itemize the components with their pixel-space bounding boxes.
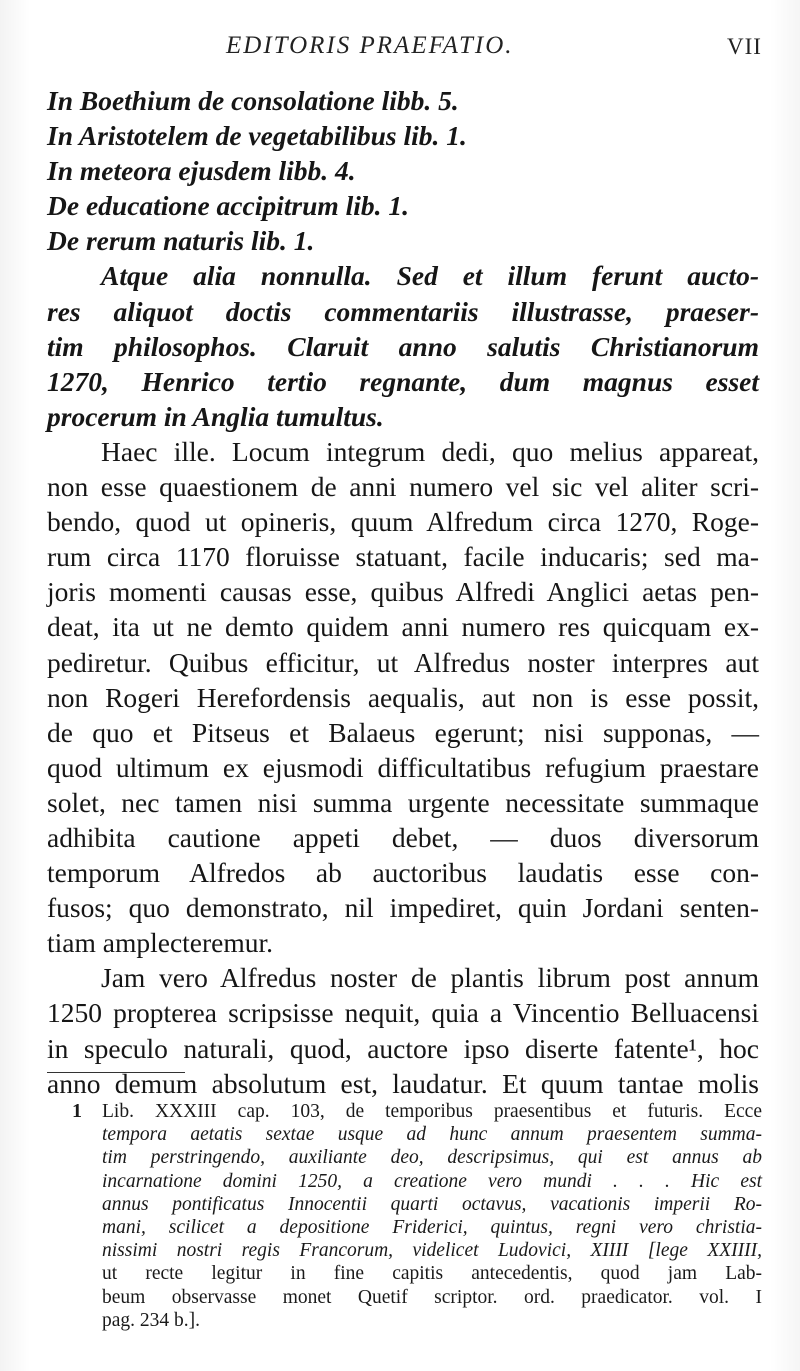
text-line: 1250 propterea scripsisse nequit, quia a Vincentio Belluacensi <box>47 997 759 1029</box>
text-line: tiam amplecteremur. <box>47 927 274 959</box>
footnote-line: tempora aetatis sextae usque ad hunc annum praesentem summa- <box>102 1124 762 1146</box>
text-line: deat, ita ut ne demto quidem anni numero res quicquam ex- <box>47 611 759 643</box>
text-line: anno demum absolutum est, laudatur. Et quum tantae molis <box>47 1067 759 1099</box>
text-line: Atque alia nonnulla. Sed et illum ferunt aucto- <box>101 260 759 292</box>
text-line: Haec ille. Locum integrum dedi, quo melius appareat, <box>101 435 759 467</box>
footnote-line: tim perstringendo, auxiliante deo, descripsimus, qui est annus ab <box>102 1147 762 1169</box>
page-number: VII <box>727 34 762 59</box>
footnote-line: Lib. XXXIII cap. 103, de temporibus praesentibus et futuris. Ecce <box>102 1101 762 1122</box>
footnote-rule <box>47 1072 185 1073</box>
footnote-marker: 1 <box>72 1100 82 1122</box>
text-line: joris momenti causas esse, quibus Alfredi Anglici aetas pen- <box>47 576 759 608</box>
text-line: de quo et Pitseus et Balaeus egerunt; nisi supponas, — <box>47 716 759 748</box>
text-line: In Aristotelem de vegetabilibus lib. 1. <box>47 120 467 152</box>
text-line: procerum in Anglia tumultus. <box>47 400 384 432</box>
footnote-line: ut recte legitur in fine capitis antecedentis, quod jam Lab- <box>102 1263 762 1285</box>
text-line: adhibita cautione appeti debet, — duos diversorum <box>47 821 759 853</box>
text-line: De educatione accipitrum lib. 1. <box>47 190 410 222</box>
footnote-line: beum observasse monet Quetif scriptor. ord. praedicator. vol. I <box>102 1286 762 1308</box>
footnote-line: nissimi nostri regis Francorum, videlicet Ludovici, XIIII [lege XXIIII, <box>102 1240 762 1262</box>
text-line: non Rogeri Herefordensis aequalis, aut non is esse possit, <box>47 681 759 713</box>
footnote-line: incarnatione domini 1250, a creatione vero mundi . . . Hic est <box>102 1170 762 1192</box>
footnote-line: mani, scilicet a depositione Friderici, quintus, regni vero christia- <box>102 1216 762 1238</box>
running-header <box>0 26 800 66</box>
text-line: tim philosophos. Claruit anno salutis Christianorum <box>47 330 759 362</box>
running-title: EDITORIS PRAEFATIO. <box>226 32 514 59</box>
text-line: Jam vero Alfredus noster de plantis librum post annum <box>101 962 759 994</box>
text-line: quod ultimum ex ejusmodi difficultatibus refugium praestare <box>47 751 759 783</box>
text-line: res aliquot doctis commentariis illustrasse, praeser- <box>47 295 759 327</box>
text-line: in speculo naturali, quod, auctore ipso diserte fatente¹, hoc <box>47 1032 759 1064</box>
footnote-line: pag. 234 b.]. <box>102 1309 201 1331</box>
text-line: pediretur. Quibus efficitur, ut Alfredus noster interpres aut <box>47 646 759 678</box>
text-line: De rerum naturis lib. 1. <box>47 225 315 257</box>
text-line: temporum Alfredos ab auctoribus laudatis esse con- <box>47 857 759 889</box>
footnote <box>72 1100 762 1332</box>
text-line: In meteora ejusdem libb. 4. <box>47 155 356 187</box>
text-line: 1270, Henrico tertio regnante, dum magnus esset <box>47 365 759 397</box>
text-line: bendo, quod ut opineris, quum Alfredum circa 1270, Roge- <box>47 506 759 538</box>
text-line: non esse quaestionem de anni numero vel sic vel aliter scri- <box>47 471 759 503</box>
main-text <box>47 83 759 1101</box>
text-line: fusos; quo demonstrato, nil impediret, quin Jordani senten- <box>47 892 759 924</box>
footnote-line: annus pontificatus Innocentii quarti octavus, vacationis imperii Ro- <box>102 1193 762 1215</box>
text-line: solet, nec tamen nisi summa urgente necessitate summaque <box>47 786 759 818</box>
text-line: rum circa 1170 floruisse statuant, facile inducaris; sed ma- <box>47 541 759 573</box>
text-line: In Boethium de consolatione libb. 5. <box>47 85 459 116</box>
